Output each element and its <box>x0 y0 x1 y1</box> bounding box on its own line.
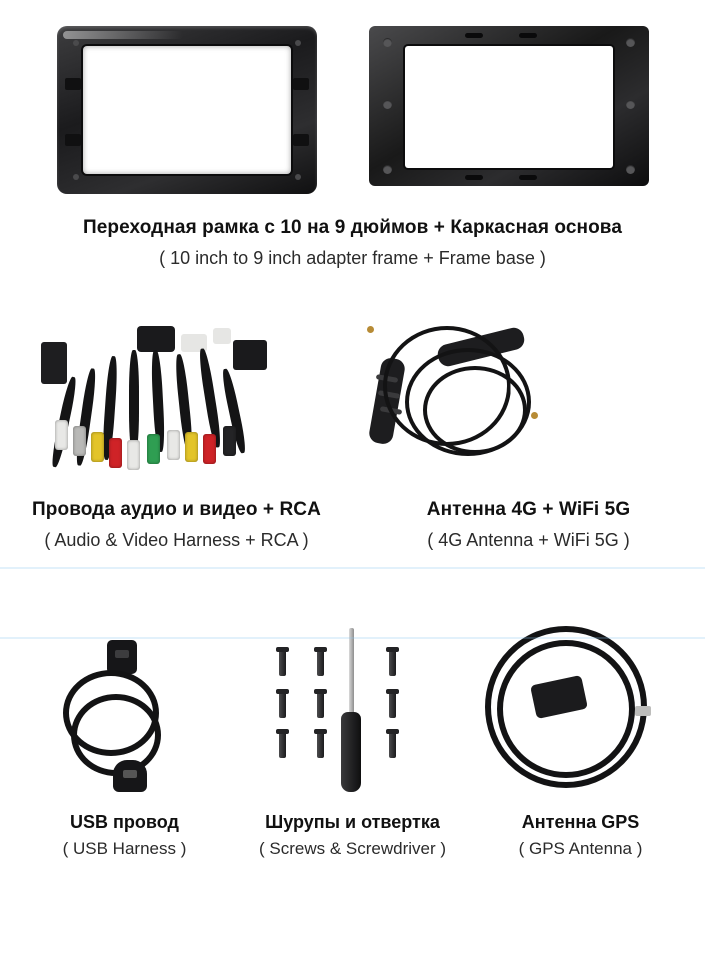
accessories-row <box>0 620 705 859</box>
section-harness-antenna <box>0 300 705 600</box>
antenna-4g-wifi-icon <box>353 314 705 486</box>
frames-caption-block <box>0 216 705 270</box>
column-gps-antenna <box>467 620 695 859</box>
section-accessories <box>0 600 705 950</box>
screws-caption-en: ( Screws & Screwdriver ) <box>258 839 447 858</box>
antenna-caption-block <box>353 498 705 552</box>
frame-base-rear-icon <box>369 26 649 186</box>
column-screws-screwdriver <box>239 620 467 859</box>
gps-caption-block <box>467 812 695 859</box>
harness-caption-ru: Провода аудио и видео + RCA <box>32 499 321 520</box>
harness-antenna-row <box>0 300 705 552</box>
column-4g-wifi-antenna <box>353 314 705 552</box>
audio-video-harness-rca-icon <box>1 314 353 486</box>
screws-and-screwdriver-icon <box>239 620 467 812</box>
column-usb-harness <box>11 620 239 859</box>
antenna-caption-ru: Антенна 4G + WiFi 5G <box>426 499 631 520</box>
gps-antenna-icon <box>467 620 695 812</box>
gps-caption-en: ( GPS Antenna ) <box>518 839 643 858</box>
usb-caption-en: ( USB Harness ) <box>62 839 187 858</box>
screws-caption-block <box>239 812 467 859</box>
harness-caption-block <box>1 498 353 552</box>
antenna-caption-en: ( 4G Antenna + WiFi 5G ) <box>427 529 630 550</box>
gps-caption-ru: Антенна GPS <box>521 812 640 832</box>
usb-harness-cable-icon <box>11 620 239 812</box>
frames-image-row <box>0 0 705 194</box>
frames-caption-en: ( 10 inch to 9 inch adapter frame + Frame base ) <box>159 247 546 268</box>
screws-caption-ru: Шурупы и отвертка <box>265 812 440 832</box>
usb-caption-ru: USB провод <box>70 812 179 832</box>
frames-caption-ru: Переходная рамка с 10 на 9 дюймов + Каркасная основа <box>82 217 623 238</box>
section-frames <box>0 0 705 300</box>
column-audio-video-harness <box>1 314 353 552</box>
adapter-frame-front-icon <box>57 26 317 194</box>
harness-caption-en: ( Audio & Video Harness + RCA ) <box>44 529 309 550</box>
usb-caption-block <box>11 812 239 859</box>
